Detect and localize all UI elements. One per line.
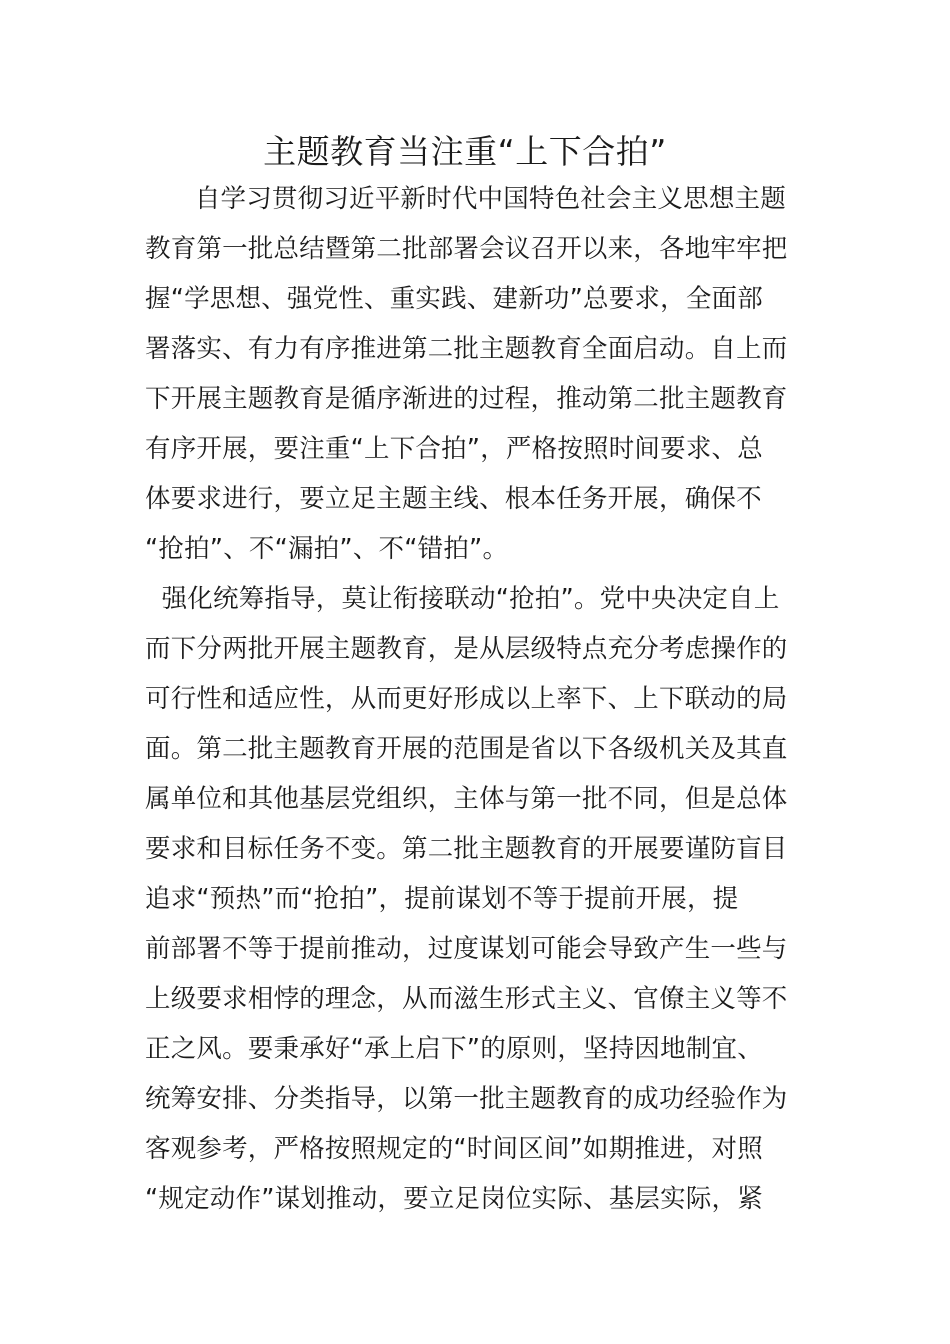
text-line: 正之风。要秉承好“承上启下”的原则，坚持因地制宜、 — [145, 1034, 763, 1064]
text-line: 而下分两批开展主题教育，是从层级特点充分考虑操作的 — [145, 634, 788, 664]
text-line: 面。第二批主题教育开展的范围是省以下各级机关及其直 — [145, 734, 788, 764]
text-line: 有序开展，要注重“上下合拍”，严格按照时间要求、总 — [145, 434, 763, 464]
text-line: 强化统筹指导，莫让衔接联动“抢拍”。党中央决定自上 — [145, 584, 780, 614]
text-line: 体要求进行，要立足主题主线、根本任务开展，确保不 — [145, 484, 762, 514]
document-title: 主题教育当注重“上下合拍” — [263, 132, 667, 171]
text-line: 统筹安排、分类指导，以第一批主题教育的成功经验作为 — [145, 1084, 788, 1114]
text-line: 属单位和其他基层党组织，主体与第一批不同，但是总体 — [145, 784, 788, 814]
document-body — [145, 174, 825, 1224]
text-line: 握“学思想、强党性、重实践、建新功”总要求，全面部 — [145, 284, 763, 314]
text-line: 上级要求相悖的理念，从而滋生形式主义、官僚主义等不 — [145, 984, 788, 1014]
text-line: 自学习贯彻习近平新时代中国特色社会主义思想主题 — [145, 184, 786, 214]
text-line: 要求和目标任务不变。第二批主题教育的开展要谨防盲目 — [145, 834, 788, 864]
text-line: 客观参考，严格按照规定的“时间区间”如期推进，对照 — [145, 1134, 763, 1164]
text-line: “抢拍”、不“漏拍”、不“错拍”。 — [145, 534, 509, 564]
text-line: 追求“预热”而“抢拍”，提前谋划不等于提前开展，提 — [145, 884, 739, 914]
text-line: 署落实、有力有序推进第二批主题教育全面启动。自上而 — [145, 334, 788, 364]
text-line: 教育第一批总结暨第二批部署会议召开以来，各地牢牢把 — [145, 234, 788, 264]
text-line: “规定动作”谋划推动，要立足岗位实际、基层实际，紧 — [145, 1184, 763, 1214]
text-line: 可行性和适应性，从而更好形成以上率下、上下联动的局 — [145, 684, 788, 714]
text-line: 下开展主题教育是循序渐进的过程，推动第二批主题教育 — [145, 384, 788, 414]
text-line: 前部署不等于提前推动，过度谋划可能会导致产生一些与 — [145, 934, 788, 964]
